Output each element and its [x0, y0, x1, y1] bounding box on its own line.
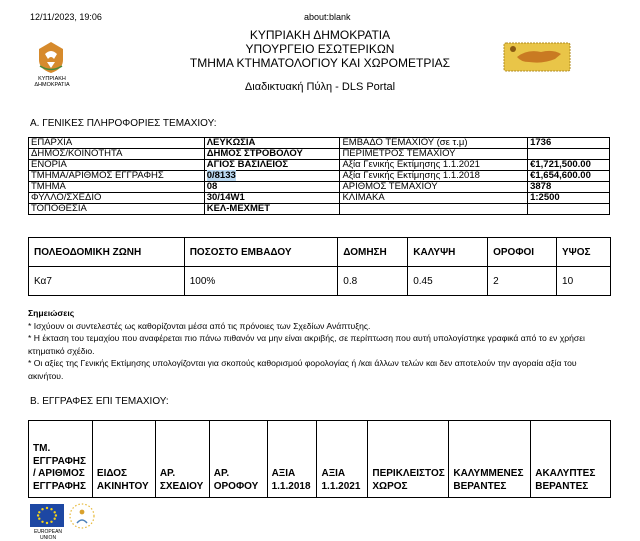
column-header: ΠΟΛΕΟΔΟΜΙΚΗ ΖΩΝΗ	[29, 238, 185, 267]
info-value: €1,721,500.00	[528, 160, 610, 171]
column-header: ΠΟΣΟΣΤΟ ΕΜΒΑΔΟΥ	[184, 238, 338, 267]
section-b-title: Β. ΕΓΓΡΑΦΕΣ ΕΠΙ ΤΕΜΑΧΙΟΥ:	[30, 396, 169, 407]
table-cell: Κα7	[29, 267, 185, 296]
note-line: ακινήτου.	[28, 370, 64, 381]
zoning-table	[28, 237, 611, 296]
table-row	[29, 267, 611, 296]
note-line: * Ισχύουν οι συντελεστές ως καθορίζονται μέσα από τις πρόνοιες των Σχεδίων Ανάπτυξης.	[28, 320, 371, 331]
registration-number-highlight[interactable]: 0/8133	[206, 170, 236, 181]
info-label: Αξία Γενικής Εκτίμησης 1.1.2018	[340, 171, 528, 182]
header-line: ΣΧΕΔΙΟΥ	[159, 480, 204, 492]
header-line: ΑΡ.	[213, 468, 230, 479]
header-line: ΟΡΟΦΟΥ	[213, 480, 259, 492]
header-line: / ΑΡΙΘΜΟΣ	[33, 468, 85, 479]
notes-block	[28, 307, 613, 382]
column-header: ΚΑΛΥΨΗ	[408, 238, 488, 267]
header-line: 1.1.2021	[321, 480, 361, 492]
column-header	[317, 421, 368, 498]
info-value: ΑΓΙΟΣ ΒΑΣΙΛΕΙΟΣ	[204, 160, 340, 171]
print-datetime: 12/11/2023, 19:06	[30, 12, 102, 22]
header-line: ΑΚΑΛΥΠΤΕΣ	[535, 468, 596, 479]
info-value: ΔΗΜΟΣ ΣΤΡΟΒΟΛΟΥ	[204, 149, 340, 160]
info-label: Αξία Γενικής Εκτίμησης 1.1.2021	[340, 160, 528, 171]
info-label: ΕΝΟΡΙΑ	[29, 160, 205, 171]
header-line: 1.1.2018	[271, 480, 311, 492]
info-value: €1,654,600.00	[528, 171, 610, 182]
header-line: ΒΕΡΑΝΤΕΣ	[453, 480, 507, 492]
header-line: ΒΕΡΑΝΤΕΣ	[535, 480, 589, 492]
table-header-row	[29, 238, 611, 267]
info-label	[340, 204, 528, 215]
info-label: ΦΥΛΛΟ/ΣΧΕΔΙΟ	[29, 193, 205, 204]
header-line: ΕΙΔΟΣ	[96, 468, 128, 479]
table-cell: 10	[557, 267, 611, 296]
header-line: ΑΚΙΝΗΤΟΥ	[96, 480, 149, 492]
info-value: 1:2500	[528, 193, 610, 204]
info-value	[528, 204, 610, 215]
column-header: ΟΡΟΦΟΙ	[488, 238, 557, 267]
left-logo-caption: ΚΥΠΡΙΑΚΗ ΔΗΜΟΚΡΑΤΙΑ	[34, 76, 70, 88]
info-label: ΕΠΑΡΧΙΑ	[29, 138, 205, 149]
ministry-line-1: ΚΥΠΡΙΑΚΗ ΔΗΜΟΚΡΑΤΙΑ	[249, 28, 391, 42]
table-cell: 0.45	[408, 267, 488, 296]
info-label: ΤΜΗΜΑ/ΑΡΙΘΜΟΣ ΕΓΓΡΑΦΗΣ	[29, 171, 205, 182]
column-header	[29, 421, 93, 498]
column-header	[368, 421, 449, 498]
info-value: 1736	[528, 138, 610, 149]
header-line: ΚΑΛΥΜΜΕΝΕΣ	[453, 468, 524, 479]
info-label: ΑΡΙΘΜΟΣ ΤΕΜΑΧΙΟΥ	[340, 182, 528, 193]
info-label: ΤΜΗΜΑ	[29, 182, 205, 193]
note-line: * Οι αξίες της Γενικής Εκτίμησης υπολογίζονται για σκοπούς καθορισμού φορολογίας ή /και άλλων τελών και δεν αποτελούν την αγοραία αξία του	[28, 358, 577, 368]
info-value: ΚΕΛ-ΜΕΧΜΕΤ	[204, 204, 340, 215]
header-line: ΑΡ.	[159, 468, 176, 479]
header-line: ΕΓΓΡΑΦΗΣ	[33, 480, 87, 492]
table-row	[29, 193, 610, 204]
info-value	[204, 171, 340, 182]
notes-title: Σημειώσεις	[28, 308, 75, 318]
info-value: 30/14W1	[204, 193, 340, 204]
eu-caption: EUROPEAN UNION	[33, 529, 63, 541]
column-header	[209, 421, 267, 498]
info-label: ΕΜΒΑΔΟ ΤΕΜΑΧΙΟΥ (σε τ.μ)	[340, 138, 528, 149]
header-line: ΑΞΙΑ	[271, 468, 296, 479]
eu-flag-icon	[30, 504, 64, 527]
info-value: 08	[204, 182, 340, 193]
info-label: ΤΟΠΟΘΕΣΙΑ	[29, 204, 205, 215]
column-header	[155, 421, 209, 498]
note-line: * Η έκταση του τεμαχίου που αναφέρεται πιο πάνω πιθανόν να μην είναι ακριβής, σε περίπτωση που αυτή υπολογίστηκε γραφικά από το εν χρήσει	[28, 333, 585, 343]
info-label: ΔΗΜΟΣ/ΚΟΙΝΟΤΗΤΑ	[29, 149, 205, 160]
portal-title: Διαδικτυακή Πύλη - DLS Portal	[244, 81, 396, 93]
header-line: ΧΩΡΟΣ	[372, 480, 408, 492]
program-logo-icon	[68, 502, 96, 530]
column-header	[531, 421, 611, 498]
info-label: ΠΕΡΙΜΕΤΡΟΣ ΤΕΜΑΧΙΟΥ	[340, 149, 528, 160]
table-row	[29, 138, 610, 149]
column-header	[92, 421, 155, 498]
note-line: κτηματικό σχέδιο.	[28, 345, 95, 356]
table-cell: 100%	[184, 267, 338, 296]
info-value	[528, 149, 610, 160]
table-cell: 2	[488, 267, 557, 296]
table-row	[29, 149, 610, 160]
ministry-line-2: ΥΠΟΥΡΓΕΙΟ ΕΣΩΤΕΡΙΚΩΝ	[245, 42, 395, 56]
print-url: about:blank	[304, 12, 351, 22]
column-header: ΥΨΟΣ	[557, 238, 611, 267]
header-line: ΠΕΡΙΚΛΕΙΣΤΟΣ	[372, 468, 445, 479]
dls-stamp-logo-icon	[503, 40, 573, 74]
table-row	[29, 204, 610, 215]
general-info-table	[28, 137, 610, 215]
table-header-row	[29, 421, 611, 498]
column-header	[449, 421, 531, 498]
header-line: ΕΓΓΡΑΦΗΣ	[33, 455, 87, 467]
table-cell: 0.8	[338, 267, 408, 296]
table-row	[29, 182, 610, 193]
header-line: ΑΞΙΑ	[321, 468, 346, 479]
section-a-title: Α. ΓΕΝΙΚΕΣ ΠΛΗΡΟΦΟΡΙΕΣ ΤΕΜΑΧΙΟΥ:	[30, 118, 217, 129]
info-value: 3878	[528, 182, 610, 193]
header-line: ΤΜ.	[33, 443, 51, 454]
column-header	[267, 421, 317, 498]
ministry-line-3: ΤΜΗΜΑ ΚΤΗΜΑΤΟΛΟΓΙΟΥ ΚΑΙ ΧΩΡΟΜΕΤΡΙΑΣ	[189, 56, 451, 70]
info-label: ΚΛΙΜΑΚΑ	[340, 193, 528, 204]
table-row	[29, 160, 610, 171]
registrations-table	[28, 420, 611, 498]
table-row	[29, 171, 610, 182]
column-header: ΔΟΜΗΣΗ	[338, 238, 408, 267]
info-value: ΛΕΥΚΩΣΙΑ	[204, 138, 340, 149]
